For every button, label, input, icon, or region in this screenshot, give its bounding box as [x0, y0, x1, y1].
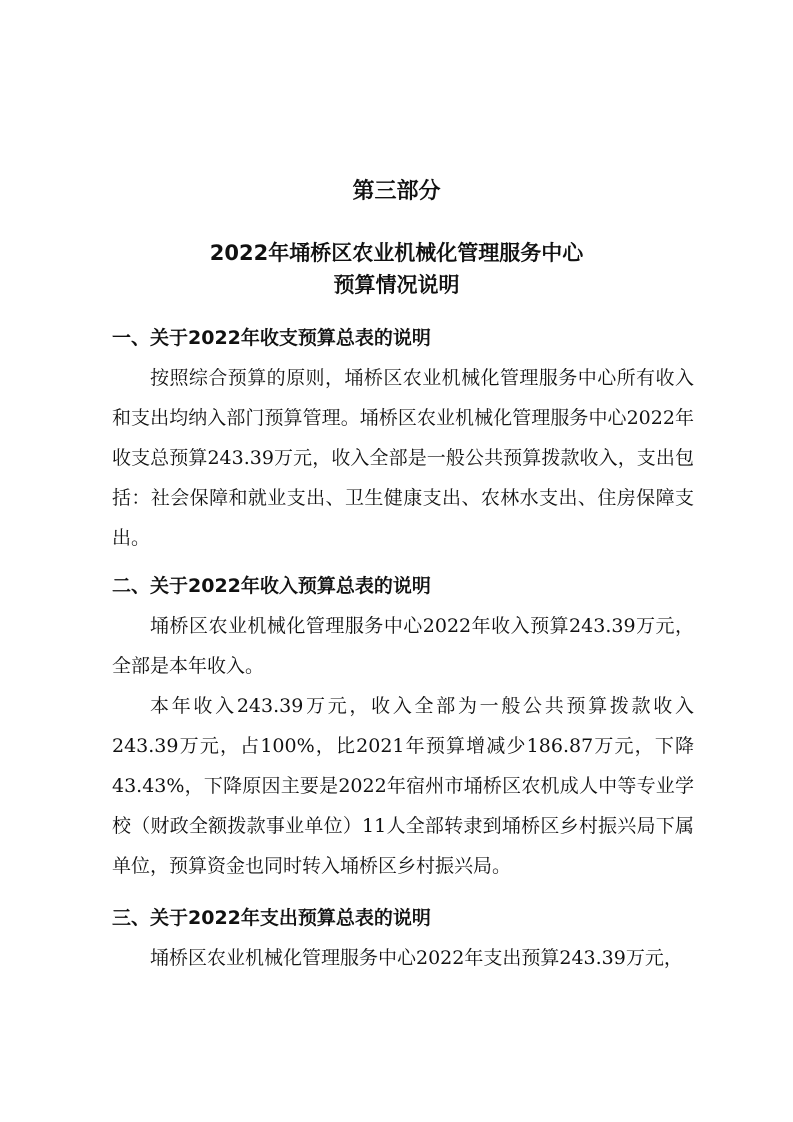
- section-3: [112, 898, 694, 978]
- part-title: 第三部分: [352, 179, 441, 204]
- section-paragraph: 按照综合预算的原则，埇桥区农业机械化管理服务中心所有收入和支出均纳入部门预算管理。埇桥区农业机械化管理服务中心2022年收支总预算243.39万元，收入全部是一般公共预算拨款收入，支出包括：社会保障和就业支出、卫生健康支出、农林水支出、住房保障支出。: [112, 367, 694, 549]
- section-heading: 一、关于2022年收支预算总表的说明: [112, 327, 431, 349]
- document-body: [112, 318, 694, 978]
- section-paragraph: 本年收入243.39万元，收入全部为一般公共预算拨款收入243.39万元，占100%，比2021年预算增减少186.87万元，下降43.43%，下降原因主要是2022年宿州市埇桥区农机成人中等专业学校（财政全额拨款事业单位）11人全部转隶到埇桥区乡村振兴局下属单位，预算资金也同时转入埇桥区乡村振兴局。: [112, 695, 694, 877]
- section-1: [112, 318, 694, 558]
- section-heading: 三、关于2022年支出预算总表的说明: [112, 907, 431, 929]
- document-title-line-1: 2022年埇桥区农业机械化管理服务中心: [209, 241, 584, 265]
- section-paragraph: 埇桥区农业机械化管理服务中心2022年支出预算243.39万元，: [150, 947, 683, 969]
- section-2: [112, 566, 694, 886]
- document-title: [0, 237, 793, 301]
- section-paragraph: 埇桥区农业机械化管理服务中心2022年收入预算243.39万元，全部是本年收入。: [112, 615, 694, 677]
- section-heading: 二、关于2022年收入预算总表的说明: [112, 575, 431, 597]
- document-title-line-2: 预算情况说明: [333, 273, 460, 297]
